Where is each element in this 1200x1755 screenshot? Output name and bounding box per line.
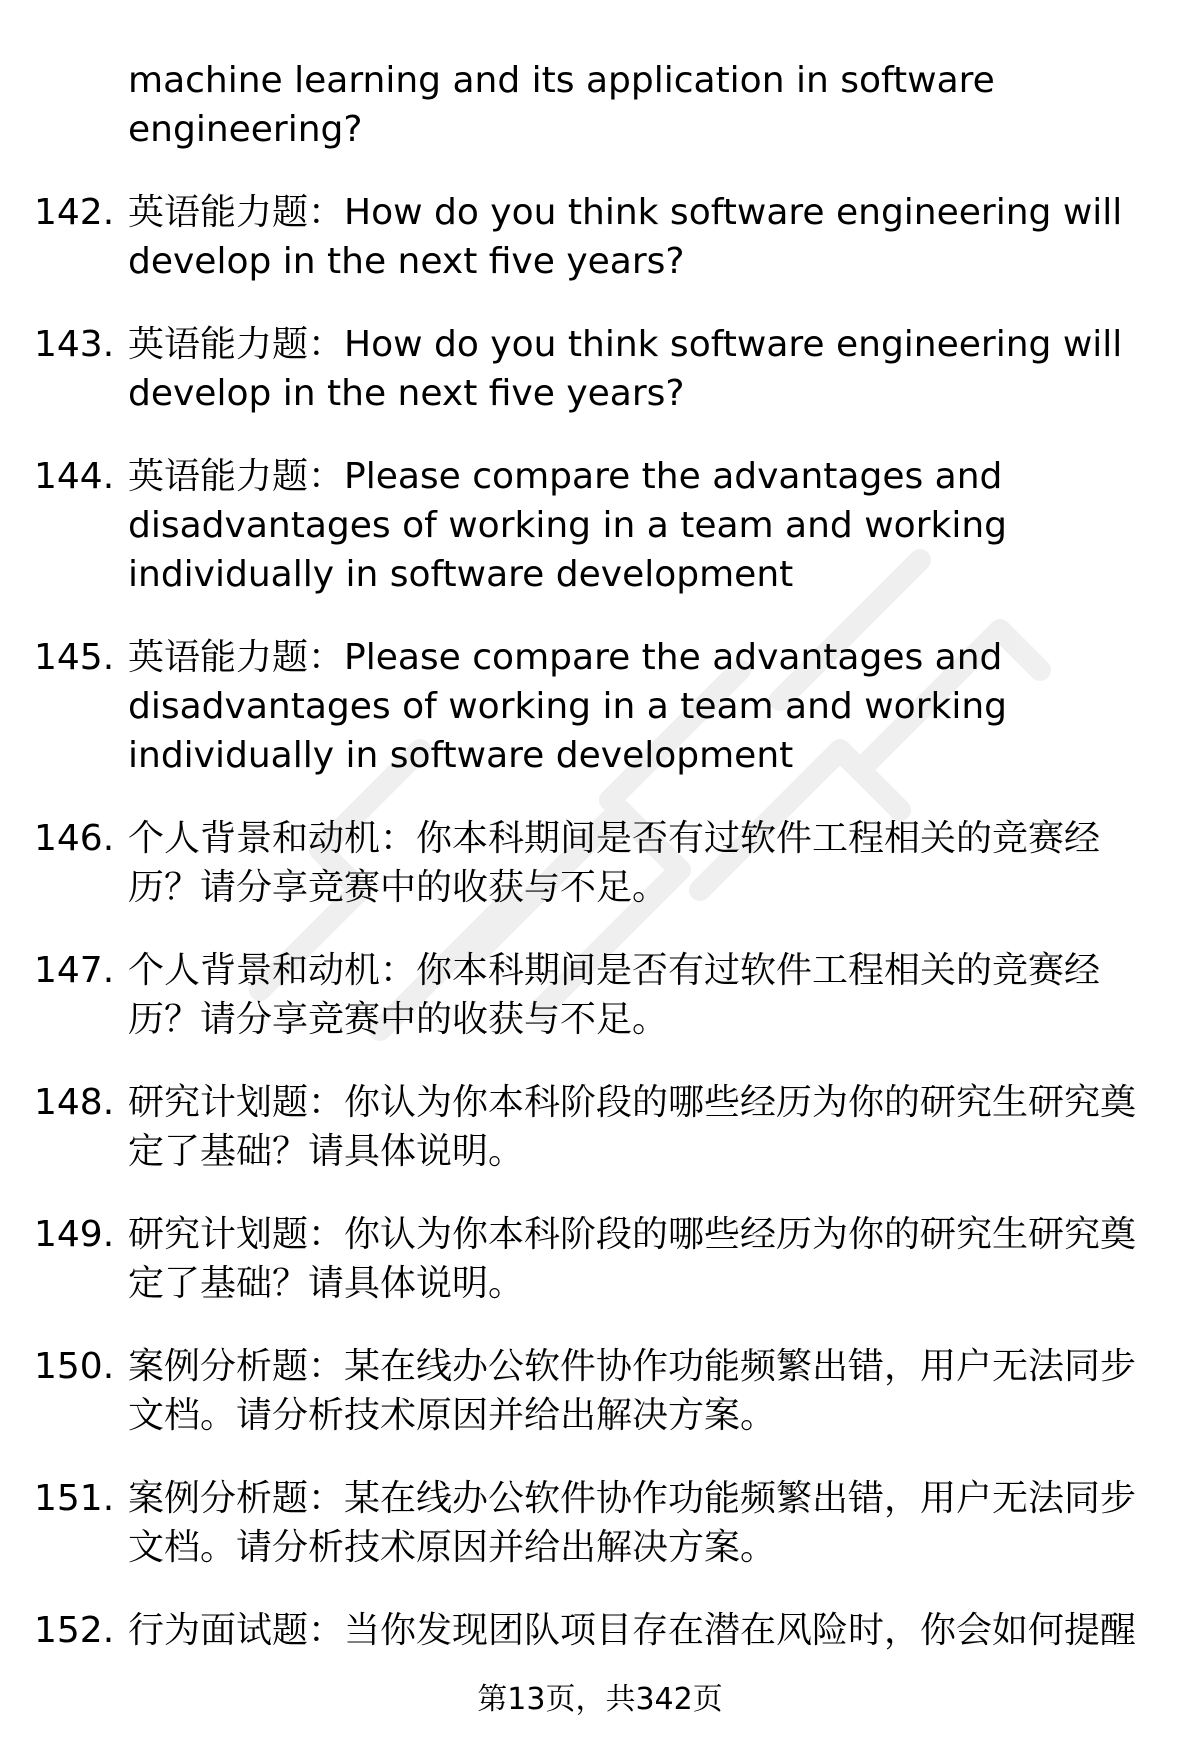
question-number: 150.	[34, 1346, 115, 1387]
question-number: 152.	[34, 1610, 115, 1651]
question-text: 案例分析题：某在线办公软件协作功能频繁出错，用户无法同步 文档。请分析技术原因并给出解决方案。	[128, 1346, 1137, 1436]
question-number: 144.	[34, 456, 115, 497]
question-text: 研究计划题：你认为你本科阶段的哪些经历为你的研究生研究奠 定了基础？请具体说明。	[128, 1082, 1137, 1172]
question-text: 研究计划题：你认为你本科阶段的哪些经历为你的研究生研究奠 定了基础？请具体说明。	[128, 1214, 1137, 1304]
question-item	[0, 1078, 1200, 1176]
question-text: 英语能力题：Please compare the advantages and disadvantages of working in a team and working individually in software development	[128, 456, 1008, 595]
question-number: 143.	[34, 324, 115, 365]
question-text: 个人背景和动机：你本科期间是否有过软件工程相关的竞赛经 历？请分享竞赛中的收获与不足。	[128, 950, 1101, 1040]
question-item	[0, 946, 1200, 1044]
question-item	[0, 1606, 1200, 1655]
question-item	[0, 320, 1200, 418]
question-text: 个人背景和动机：你本科期间是否有过软件工程相关的竞赛经 历？请分享竞赛中的收获与不足。	[128, 818, 1101, 908]
question-item	[0, 1210, 1200, 1308]
question-item	[0, 1474, 1200, 1572]
question-text: 案例分析题：某在线办公软件协作功能频繁出错，用户无法同步 文档。请分析技术原因并给出解决方案。	[128, 1478, 1137, 1568]
question-text: machine learning and its application in software engineering?	[128, 60, 995, 150]
question-item	[0, 188, 1200, 286]
question-text: 英语能力题：Please compare the advantages and disadvantages of working in a team and working individually in software development	[128, 637, 1008, 776]
question-number: 146.	[34, 818, 115, 859]
page-footer: 第13页，共342页	[477, 1682, 723, 1717]
question-number: 145.	[34, 637, 115, 678]
continued-question-text	[128, 56, 1200, 154]
question-number: 147.	[34, 950, 115, 991]
question-number: 151.	[34, 1478, 115, 1519]
question-number: 148.	[34, 1082, 115, 1123]
question-text: 英语能力题：How do you think software engineering will develop in the next five years?	[128, 192, 1123, 282]
question-item	[0, 633, 1200, 780]
question-item	[0, 814, 1200, 912]
question-list	[0, 56, 1200, 1689]
question-item	[0, 452, 1200, 599]
question-item	[0, 1342, 1200, 1440]
question-number: 142.	[34, 192, 115, 233]
question-text: 英语能力题：How do you think software engineering will develop in the next five years?	[128, 324, 1123, 414]
question-text: 行为面试题：当你发现团队项目存在潜在风险时，你会如何提醒	[128, 1610, 1137, 1651]
question-number: 149.	[34, 1214, 115, 1255]
